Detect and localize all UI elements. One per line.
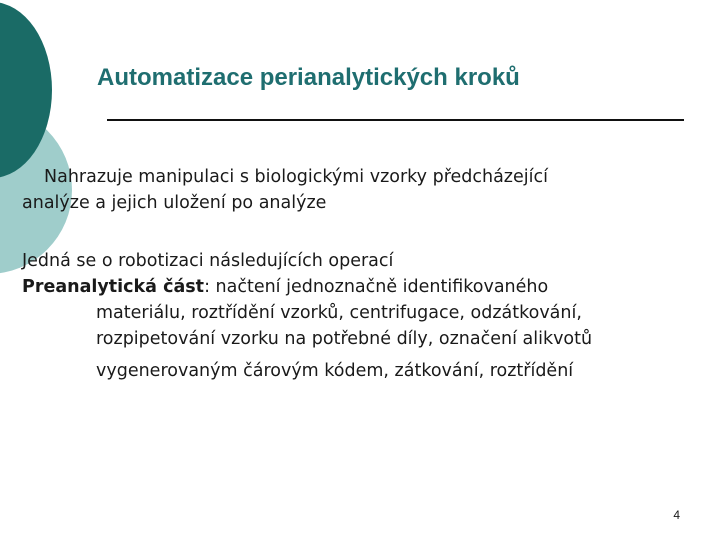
slide-title: Automatizace perianalytických kroků (97, 64, 520, 91)
preanalytic-label: Preanalytická část (22, 277, 205, 297)
paragraph-replacement-line-1: Nahrazuje manipulaci s biologickými vzorky předcházející (44, 167, 548, 187)
paragraph-replacement (22, 164, 712, 216)
title-underline (107, 119, 684, 121)
paragraph-replacement-line-2: analýze a jejich uložení po analýze (22, 193, 327, 213)
preanalytic-continuation-line: vygenerovaným čárovým kódem, zátkování, roztřídění (96, 361, 574, 381)
paragraph-robotization: Jedná se o robotizaci následujících operací (22, 251, 394, 271)
paragraph-preanalytic (22, 274, 712, 300)
preanalytic-continuation-line: rozpipetování vzorku na potřebné díly, označení alikvotů (96, 329, 593, 349)
preanalytic-text: : načtení jednoznačně identifikovaného (204, 277, 549, 297)
preanalytic-continuation-line: materiálu, roztřídění vzorků, centrifugace, odzátkování, (96, 303, 582, 323)
page-number: 4 (673, 508, 680, 522)
